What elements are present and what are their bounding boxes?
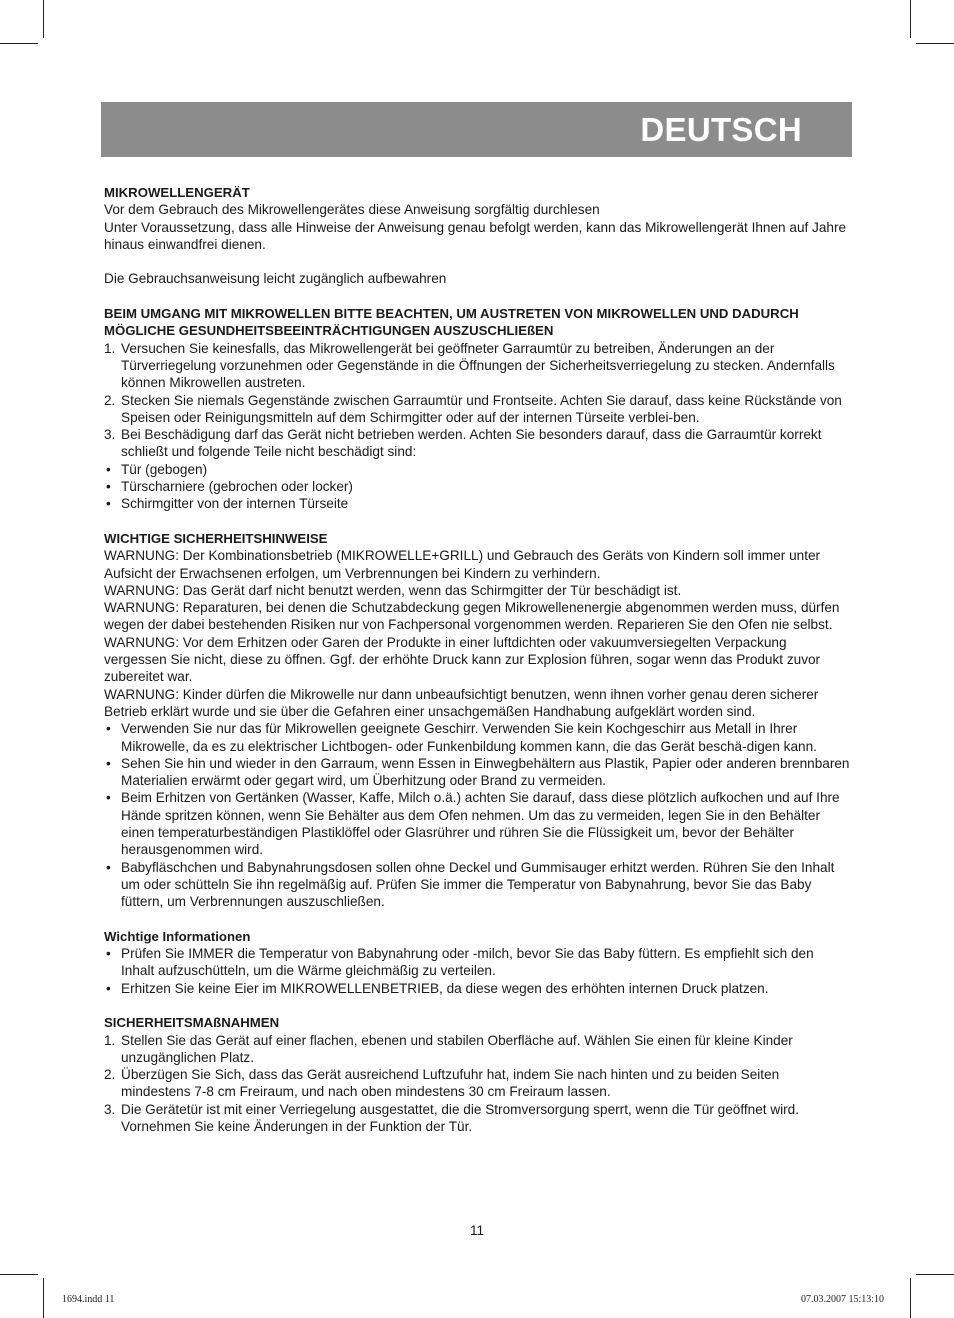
item-text: Babyfläschchen und Babynahrungsdosen sollen ohne Deckel und Gummisauger erhitzt werden. Rühren Sie den Inhalt um oder schütteln Sie ihn regelmäßig auf. Prüfen Sie immer die Temperatur von Babynahrung, bevor Sie das Baby füttern, um Verbrennungen auszuschließen. (121, 859, 835, 910)
warning-paragraph: WARNUNG: Das Gerät darf nicht benutzt werden, wenn das Schirmgitter der Tür beschädigt ist. (104, 582, 682, 598)
paragraph: Vor dem Gebrauch des Mikrowellengerätes diese Anweisung sorgfältig durchlesen (104, 202, 600, 218)
item-text: Schirmgitter von der internen Türseite (121, 496, 349, 512)
numbered-item (104, 392, 850, 427)
bullet-icon: • (106, 946, 111, 962)
print-slug-file: 1694.indd 11 (62, 1294, 115, 1305)
bullet-item (104, 789, 850, 858)
item-number: 1. (104, 340, 116, 356)
language-title: DEUTSCH (640, 111, 802, 148)
item-text: Verwenden Sie nur das für Mikrowellen geeignete Geschirr. Verwenden Sie kein Kochgeschirr aus Metall in Ihrer Mikrowelle, da es zu elektrischer Lichtbogen- oder Funkenbildung kommen kann, die das Gerät beschä-digen kann. (121, 721, 817, 754)
crop-mark (916, 43, 954, 44)
crop-mark (910, 0, 911, 38)
page-number: 11 (469, 1223, 485, 1238)
crop-mark (0, 1274, 38, 1275)
item-text: Bei Beschädigung darf das Gerät nicht betrieben werden. Achten Sie besonders darauf, dass die Garraumtür korrekt schließt und folgende Teile nicht beschädigt sind: (121, 427, 822, 460)
item-text: Versuchen Sie keinesfalls, das Mikrowellengerät bei geöffneter Garraumtür zu betreiben, Änderungen an der Türverriegelung vorzunehmen oder Gegenstände in die Öffnungen der Sicherheitsverriegelung zu stecken. Andernfalls können Mikrowellen austreten. (121, 340, 835, 391)
item-number: 3. (104, 427, 116, 443)
numbered-item (104, 1066, 850, 1101)
bullet-item (104, 478, 850, 495)
item-text: Tür (gebogen) (121, 461, 208, 477)
section-heading: MIKROWELLENGERÄT (104, 185, 250, 200)
bullet-item (104, 859, 850, 911)
print-slug-timestamp: 07.03.2007 15:13:10 (800, 1294, 884, 1305)
section-heading: BEIM UMGANG MIT MIKROWELLEN BITTE BEACHTEN, UM AUSTRETEN VON MIKROWELLEN UND DADURCH MÖGLICHE GESUNDHEITSBEEINTRÄCHTIGUNGEN AUSZUSCHLIEßEN (104, 306, 799, 339)
crop-mark (0, 43, 38, 44)
section-heading: WICHTIGE SICHERHEITSHINWEISE (104, 530, 328, 546)
crop-mark (910, 1278, 911, 1318)
bullet-item (104, 945, 850, 980)
manual-content (104, 184, 850, 1135)
paragraph: Unter Voraussetzung, dass alle Hinweise der Anweisung genau befolgt werden, kann das Mikrowellengerät Ihnen auf Jahre hinaus einwandfrei dienen. (104, 219, 847, 252)
warning-paragraph: WARNUNG: Der Kombinationsbetrieb (MIKROWELLE+GRILL) und Gebrauch des Geräts von Kindern soll immer unter Aufsicht der Erwachsenen erfolgen, um Verbrennungen bei Kindern zu verhindern. (104, 548, 821, 581)
bullet-item (104, 495, 850, 512)
bullet-item (104, 720, 850, 755)
bullet-icon: • (106, 790, 111, 806)
bullet-icon: • (106, 980, 111, 996)
item-text: Sehen Sie hin und wieder in den Garraum, wenn Essen in Einwegbehältern aus Plastik, Papier oder anderen brennbaren Materialien erwärmt oder gegart wird, um Überhitzung oder Brand zu vermeiden. (121, 755, 850, 789)
numbered-item (104, 1101, 850, 1136)
crop-mark (916, 1274, 954, 1275)
item-text: Erhitzen Sie keine Eier im MIKROWELLENBETRIEB, da diese wegen des erhöhten internen Druck platzen. (121, 980, 769, 996)
item-number: 3. (104, 1101, 116, 1117)
bullet-icon: • (106, 721, 111, 737)
crop-mark (43, 1278, 44, 1318)
language-header-bar (101, 102, 852, 157)
item-text: Stecken Sie niemals Gegenstände zwischen Garraumtür und Frontseite. Achten Sie darauf, dass keine Rückstände von Speisen oder Reinigungsmitteln auf dem Schirmgitter oder auf der internen Türseite verblei-ben. (121, 392, 842, 425)
crop-mark (43, 0, 44, 38)
bullet-item (104, 980, 850, 997)
item-text: Die Gerätetür ist mit einer Verriegelung ausgestattet, die die Stromversorgung sperrt, wenn die Tür geöffnet wird. Vornehmen Sie keine Änderungen in der Funktion der Tür. (121, 1101, 800, 1135)
item-number: 2. (104, 1067, 116, 1083)
bullet-item (104, 755, 850, 790)
bullet-item (104, 461, 850, 478)
item-text: Stellen Sie das Gerät auf einer flachen, ebenen und stabilen Oberfläche auf. Wählen Sie einen für kleine Kinder unzugänglichen Platz. (121, 1032, 793, 1065)
numbered-item (104, 426, 850, 461)
bullet-icon: • (106, 859, 111, 875)
item-number: 1. (104, 1032, 116, 1048)
bullet-icon: • (106, 479, 111, 495)
numbered-item (104, 340, 850, 392)
item-text: Türscharniere (gebrochen oder locker) (121, 479, 353, 495)
warning-paragraph: WARNUNG: Reparaturen, bei denen die Schutzabdeckung gegen Mikrowellenenergie abgenommen werden muss, dürfen wegen der dabei bestehenden Risiken nur von Fachpersonal vorgenommen werden. Reparieren Sie den Ofen nie selbst. (104, 600, 840, 633)
section-heading: Wichtige Informationen (104, 928, 251, 944)
warning-paragraph: WARNUNG: Kinder dürfen die Mikrowelle nur dann unbeaufsichtigt benutzen, wenn ihnen vorher genau deren sicherer Betrieb erklärt wurde und sie über die Gefahren einer unsachgemäßen Handhabung aufgeklärt worden sind. (104, 686, 819, 719)
bullet-icon: • (106, 755, 111, 771)
item-text: Überzügen Sie Sich, dass das Gerät ausreichend Luftzufuhr hat, indem Sie nach hinten und zu beiden Seiten mindestens 7-8 cm Freiraum, und nach oben mindestens 30 cm Freiraum lassen. (121, 1067, 780, 1100)
paragraph: Die Gebrauchsanweisung leicht zugänglich aufbewahren (104, 271, 447, 287)
bullet-icon: • (106, 461, 111, 477)
item-text: Beim Erhitzen von Gertänken (Wasser, Kaffe, Milch o.ä.) achten Sie darauf, dass diese plötzlich aufkochen und auf Ihre Hände spritzen können, wenn Sie Behälter aus dem Ofen nehmen. Um das zu vermeiden, legen Sie in den Behälter einen temperaturbeständigen Plastiklöffel oder Glasrührer und rühren Sie die Flüssigkeit um, bevor der Behälter herausgenommen wird. (121, 790, 840, 858)
section-heading: SICHERHEITSMAßNAHMEN (104, 1015, 280, 1031)
item-number: 2. (104, 392, 116, 408)
warning-paragraph: WARNUNG: Vor dem Erhitzen oder Garen der Produkte in einer luftdichten oder vakuumversiegelten Verpackung vergessen Sie nicht, diese zu öffnen. Ggf. der erhöhte Druck kann zur Explosion führen, sogar wenn das Produkt zuvor zubereitet war. (104, 634, 821, 685)
numbered-item (104, 1032, 850, 1067)
item-text: Prüfen Sie IMMER die Temperatur von Babynahrung oder -milch, bevor Sie das Baby füttern. Es empfiehlt sich den Inhalt aufzuschütteln, um die Wärme gleichmäßig zu verteilen. (121, 946, 814, 979)
bullet-icon: • (106, 496, 111, 512)
